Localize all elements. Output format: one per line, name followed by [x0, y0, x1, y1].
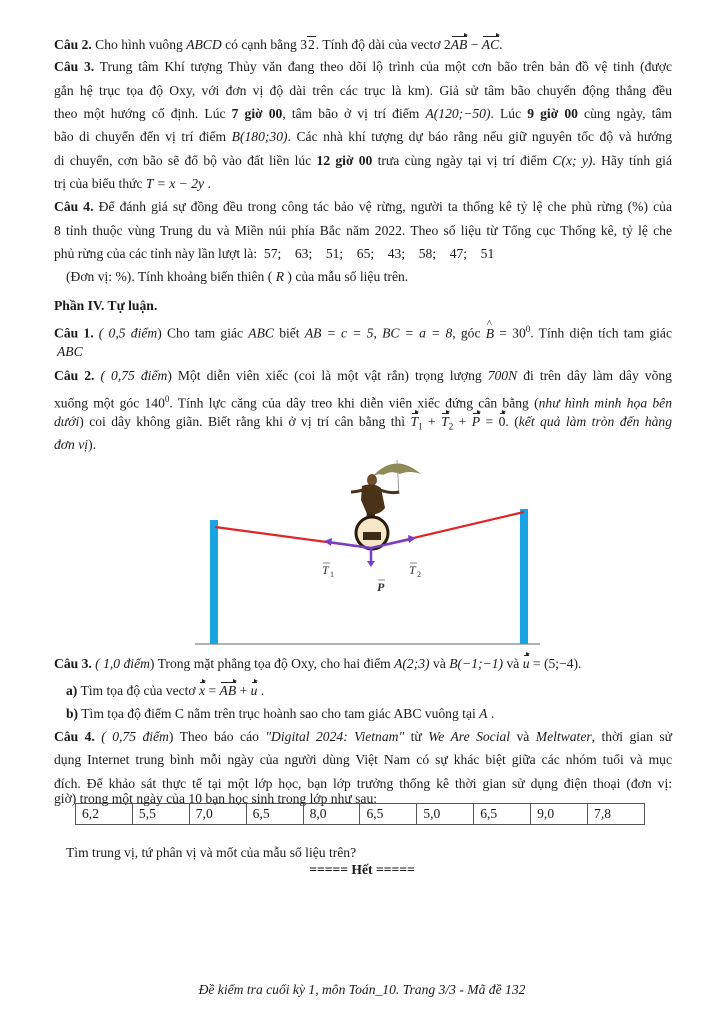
vector-u: u [250, 683, 258, 698]
points: ( 0,75 điểm [94, 368, 168, 383]
text: và [429, 656, 450, 671]
text: di chuyển, cơn bão sẽ đổ bộ vào đất liền lúc [54, 153, 317, 168]
essay-question-2-line-3 [54, 413, 672, 436]
angle-b: ^ B [486, 325, 494, 343]
text: kết quả làm tròn đến hàng [518, 414, 673, 429]
question-3-line-6 [54, 175, 672, 193]
tightrope-figure [195, 448, 540, 648]
section-title: Phần IV. Tự luận. [54, 298, 158, 313]
vector-ac: AC [481, 37, 500, 52]
table-cell: 7,8 [588, 804, 645, 825]
text: Cho hình vuông [91, 37, 187, 52]
text: như hình minh họa bên [538, 395, 672, 411]
performer-figure [351, 474, 399, 549]
text: . Lúc [490, 106, 528, 121]
essay-question-1-line-2: ABC [57, 344, 83, 359]
math: ABC [248, 325, 274, 341]
label-t2-sub: 2 [417, 570, 421, 579]
math: R [275, 269, 284, 284]
label-t1-sub: 1 [330, 570, 334, 579]
text: và [503, 656, 523, 671]
vector-t2: T [441, 414, 449, 429]
degree: 0 [164, 394, 170, 404]
math: B(−1;−1) [449, 656, 504, 671]
source: We Are Social [428, 729, 511, 744]
text: ) của mẫu số liệu trên. [284, 269, 409, 284]
label-t1: T [322, 563, 329, 577]
data-table [75, 803, 645, 825]
text: = 30 [494, 325, 526, 341]
time: 12 giờ 00 [316, 153, 373, 168]
vector-t1: T [410, 414, 419, 429]
vector-ab: AB [219, 683, 237, 698]
essay-question-4-line-3: đích. Để khảo sát thực tế tại một lớp học, bạn lớp trưởng thống kê thời gian sử dụng điện thoại (đơn vị: [54, 776, 672, 791]
question-4-line-3: phủ rừng của các tỉnh này lần lượt là: 57; 63; 51; 65; 43; 58; 47; 51 [54, 246, 495, 261]
essay-question-2-line-2 [54, 390, 672, 413]
text: cùng ngày, tâm [577, 106, 672, 121]
text: ) [157, 325, 162, 341]
points: ( 0,5 điểm [93, 325, 158, 341]
table-cell: 5,0 [417, 804, 474, 825]
essay-question-4-line-1 [54, 728, 672, 746]
subscript: 2 [448, 421, 454, 432]
question-3-line-1 [54, 58, 672, 76]
vector-u: u [522, 656, 530, 671]
vector-x: x [199, 683, 206, 698]
page-footer: Đề kiểm tra cuối kỳ 1, môn Toán_10. Trang 3/3 - Mã đề 132 [198, 982, 526, 997]
essay-question-3-part-b [66, 705, 684, 723]
time: 9 giờ 00 [527, 106, 578, 121]
time: 7 giờ 00 [231, 106, 283, 121]
text: đơn vị [54, 437, 89, 452]
subscript: 1 [418, 421, 423, 432]
text: . ( [505, 414, 519, 429]
text: + [422, 414, 442, 429]
text: . Các nhà khí tượng dự báo rằng nếu giữ nguyên tốc độ và hướng [287, 129, 672, 144]
question-label: Câu 2. [54, 368, 95, 383]
left-pole [210, 520, 218, 644]
part-label: a) [66, 683, 78, 698]
text: (Đơn vị: %). Tính khoảng biến thiên ( [66, 269, 276, 284]
text: Cho tam giác [161, 325, 249, 341]
text: . Tính diện tích tam giác [530, 325, 672, 341]
text: , thời gian sử [591, 729, 672, 744]
question-label: Câu 4. [54, 199, 94, 214]
table-cell: 6,5 [360, 804, 417, 825]
question-4-line-2: 8 tỉnh thuộc vùng Trung du và Miền núi phía Bắc năm 2022. Theo số liệu từ Tổng cục Thống kê, tỷ lệ che [54, 223, 672, 238]
text: ) [149, 656, 155, 671]
text: − [467, 37, 482, 52]
table-cell: 6,5 [246, 804, 303, 825]
text: ) [168, 729, 174, 744]
vector-ab: AB [450, 37, 468, 52]
text: ) [167, 368, 172, 383]
text: Để đánh giá sự đồng đều trong công tác bảo vệ rừng, người ta thống kê tỷ lệ che phủ rừng (%) của [93, 199, 672, 214]
table-cell: 7,0 [189, 804, 246, 825]
text: đi trên dây làm dây võng [517, 368, 672, 383]
math: ABCD [186, 37, 222, 52]
essay-question-2-line-1 [54, 367, 672, 385]
text: bão di chuyển đến vị trí điểm [54, 129, 232, 144]
table-cell: 5,5 [132, 804, 189, 825]
question-2-line [54, 36, 672, 54]
text: = [480, 414, 499, 429]
question-label: Câu 1. [54, 325, 94, 341]
label-t2: T [409, 563, 416, 577]
text: = (5;−4). [529, 656, 582, 671]
text: . [204, 176, 211, 191]
vector-p: P [471, 414, 481, 429]
question-3-line-2: gắn hệ trục tọa độ Oxy, với đơn vị độ dài trên các trục là km). Giả sử tâm bão chuyển động thẳng đều [54, 83, 672, 98]
text: + [236, 683, 251, 698]
math: AB = c = 5, BC = a = 8, [304, 325, 456, 341]
math: A(2;3) [394, 656, 430, 671]
label-p: P [377, 580, 385, 594]
text: . Tính độ dài của vectơ 2 [315, 37, 451, 52]
vector-p-head [367, 561, 375, 567]
end-marker: ===== Hết ===== [309, 862, 415, 877]
text: biết [273, 325, 305, 341]
text: . [257, 683, 265, 698]
math: B(180;30) [231, 129, 288, 144]
essay-question-1-line-1 [54, 320, 672, 343]
text: ) coi dây không giãn. Biết rằng khi ở vị trí cân bằng thì [79, 414, 411, 429]
text: góc [455, 325, 486, 341]
math: C(x; y) [552, 153, 593, 168]
essay-question-3-part-a [66, 682, 684, 700]
question-label: Câu 3. [54, 59, 95, 74]
table-row [76, 804, 645, 825]
text: Một diễn viên xiếc (coi là một vật rắn) trọng lượng [171, 368, 488, 383]
sqrt: 2 [308, 37, 315, 52]
question-3-line-5 [54, 152, 672, 170]
points: ( 0,75 điểm [94, 729, 169, 744]
text: trưa cùng ngày tại vị trí điểm [372, 153, 553, 168]
text: . Hãy tính giá [592, 153, 672, 168]
table-cell: 6,2 [76, 804, 133, 825]
question-label: Câu 2. [54, 37, 92, 52]
text: theo một hướng cố định. Lúc [54, 106, 232, 121]
table-cell: 8,0 [303, 804, 360, 825]
text: Tìm tọa độ điểm C nằm trên trục hoành sao cho tam giác ABC vuông tại [78, 706, 480, 721]
text: = [205, 683, 220, 698]
question-3-line-4 [54, 128, 672, 146]
text: dưới [54, 414, 80, 429]
question-4-line-1 [54, 198, 672, 216]
text: Theo báo cáo [173, 729, 266, 744]
essay-question-4-line-2: dụng Internet trung bình mỗi ngày của người dùng Việt Nam có sự khác biệt giữa các nhóm tuổi và mục [54, 752, 672, 767]
zero-vector: 0 [498, 414, 506, 429]
text: xuống một góc 140 [54, 395, 165, 411]
report-title: "Digital 2024: Vietnam" [265, 729, 405, 744]
text: và [510, 729, 536, 744]
math: A(120;−50) [425, 106, 491, 121]
part-label: b) [66, 706, 79, 721]
text: . [487, 706, 495, 721]
text: trị của biểu thức [54, 176, 146, 191]
table-cell: 6,5 [474, 804, 531, 825]
points: ( 1,0 điểm [91, 656, 150, 671]
table-cell: 9,0 [531, 804, 588, 825]
question-label: Câu 3. [54, 656, 92, 671]
math: A [479, 706, 488, 721]
math: T = x − 2y [145, 176, 205, 191]
essay-question-3-line-1 [54, 655, 672, 673]
degree: 0 [525, 324, 531, 334]
text: . Tính lực căng của dây treo khi diễn viên xiếc đứng cân bằng ( [169, 395, 539, 411]
right-pole [520, 509, 528, 644]
source: Meltwater [535, 729, 592, 744]
text: , tâm bão ở vị trí điểm [282, 106, 426, 121]
text: + [453, 414, 472, 429]
text: ). [88, 437, 96, 452]
vector-t2-head [408, 535, 416, 543]
essay-question-4-prompt: Tìm trung vị, tứ phân vị và mốt của mẫu số liệu trên? [66, 845, 357, 860]
question-4-line-4 [66, 268, 684, 286]
math: 700N [487, 368, 518, 383]
question-label: Câu 4. [54, 729, 95, 744]
text: Tìm tọa độ của vectơ [77, 683, 200, 698]
essay-question-4-line-4: giờ) trong một ngày của 10 bạn học sinh trong lớp như sau: [54, 791, 378, 806]
text: có cạnh bằng 3 [221, 37, 307, 52]
text: Trong mặt phẳng tọa độ Oxy, cho hai điểm [154, 656, 395, 671]
text: từ [404, 729, 429, 744]
text: . [499, 37, 503, 52]
text: Trung tâm Khí tượng Thủy văn đang theo dõi lộ trình của một cơn bão trên bản đồ vệ tinh (được [94, 59, 672, 74]
question-3-line-3 [54, 105, 672, 123]
